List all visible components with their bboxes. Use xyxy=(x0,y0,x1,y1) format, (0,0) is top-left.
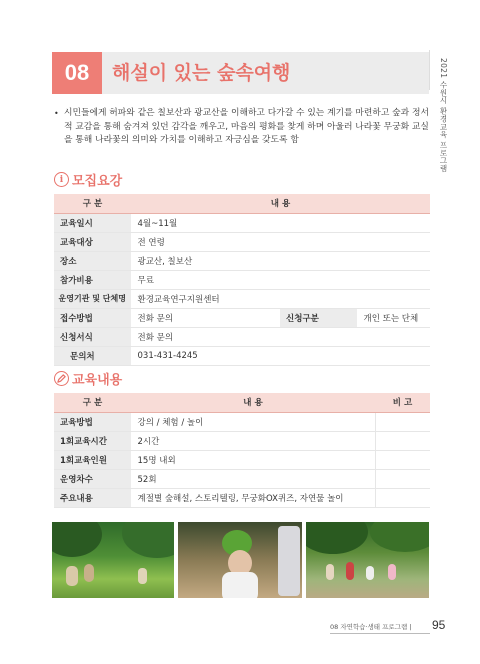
row-value: 광교산, 칠보산 xyxy=(131,251,430,270)
row-value: 4월~11월 xyxy=(131,213,430,232)
row-label: 신청서식 xyxy=(54,327,131,346)
row-value: 강의 / 체험 / 놀이 xyxy=(131,412,375,431)
table-row xyxy=(54,412,430,431)
row-value: 개인 또는 단체 xyxy=(357,308,430,327)
row-value: 2시간 xyxy=(131,431,375,450)
recruit-heading xyxy=(54,170,122,189)
side-label: 2021 수원시 환경교육 프로그램 xyxy=(439,58,448,173)
row-label: 문의처 xyxy=(54,346,131,365)
row-value: 무료 xyxy=(131,270,430,289)
header-cell: 구 분 xyxy=(54,194,131,213)
table-row xyxy=(54,450,430,469)
row-label: 신청구분 xyxy=(280,308,357,327)
row-value: 전화 문의 xyxy=(131,327,430,346)
recruit-table xyxy=(54,194,430,366)
intro-paragraph xyxy=(54,107,432,148)
header-cell: 비 고 xyxy=(375,393,430,412)
table-header-row xyxy=(54,194,430,213)
table-row xyxy=(54,431,430,450)
forest-photo-2 xyxy=(178,522,302,598)
row-label: 운영차수 xyxy=(54,469,131,488)
table-header-row xyxy=(54,393,430,412)
row-note xyxy=(375,431,430,450)
education-title: 교육내용 xyxy=(72,373,123,388)
row-value: 031-431-4245 xyxy=(131,346,430,365)
bullet-icon: • xyxy=(54,109,59,118)
row-label: 운영기관 및 단체명 xyxy=(54,289,131,308)
recruit-title: 모집요강 xyxy=(72,174,123,189)
row-label: 1회교육시간 xyxy=(54,431,131,450)
forest-photo-3 xyxy=(306,522,429,598)
page-number: 95 xyxy=(432,618,446,632)
footer-section-label: 08 자연학습·생태 프로그램 | xyxy=(330,623,412,631)
table-row xyxy=(54,270,430,289)
education-table xyxy=(54,393,430,508)
forest-photo-1 xyxy=(52,522,174,598)
row-label: 참가비용 xyxy=(54,270,131,289)
row-value: 전화 문의 xyxy=(131,308,280,327)
table-row xyxy=(54,469,430,488)
footer-divider xyxy=(330,633,430,634)
table-row xyxy=(54,327,430,346)
intro-text: 시민들에게 허파와 같은 칠보산과 광교산을 이해하고 다가갈 수 있는 계기를 마련하고 숲과 정서적 교감을 통해 숨겨져 있던 감각을 깨우고, 마음의 평화를 찾게 하며 아울러 나라꽃 무궁화 교실을 통해 나라꽃의 의미와 가치를 이해하고 자긍심을 갖도록 함 xyxy=(64,108,429,145)
row-value: 15명 내외 xyxy=(131,450,375,469)
page-title: 해설이 있는 숲속여행 xyxy=(112,62,291,84)
row-label: 교육일시 xyxy=(54,213,131,232)
table-row xyxy=(54,213,430,232)
table-row xyxy=(54,232,430,251)
table-row xyxy=(54,308,430,327)
education-heading xyxy=(54,369,122,388)
header-cell: 내 용 xyxy=(131,194,430,213)
row-label: 접수방법 xyxy=(54,308,131,327)
row-note xyxy=(375,412,430,431)
row-value: 52회 xyxy=(131,469,375,488)
info-icon: i xyxy=(54,172,69,187)
table-row xyxy=(54,289,430,308)
row-value: 전 연령 xyxy=(131,232,430,251)
table-row xyxy=(54,251,430,270)
row-label: 교육대상 xyxy=(54,232,131,251)
row-note xyxy=(375,450,430,469)
table-row xyxy=(54,488,430,507)
row-label: 주요내용 xyxy=(54,488,131,507)
program-number: 08 xyxy=(52,52,102,94)
pencil-icon xyxy=(54,371,69,386)
row-value: 환경교육연구지원센터 xyxy=(131,289,430,308)
row-note xyxy=(375,488,430,507)
header-cell: 내 용 xyxy=(131,393,375,412)
header-cell: 구 분 xyxy=(54,393,131,412)
table-row xyxy=(54,346,430,365)
row-label: 교육방법 xyxy=(54,412,131,431)
side-divider xyxy=(429,50,430,90)
row-label: 장소 xyxy=(54,251,131,270)
row-label: 1회교육인원 xyxy=(54,450,131,469)
row-value: 계절별 숲해설, 스토리텔링, 무궁화OX퀴즈, 자연물 놀이 xyxy=(131,488,375,507)
row-note xyxy=(375,469,430,488)
